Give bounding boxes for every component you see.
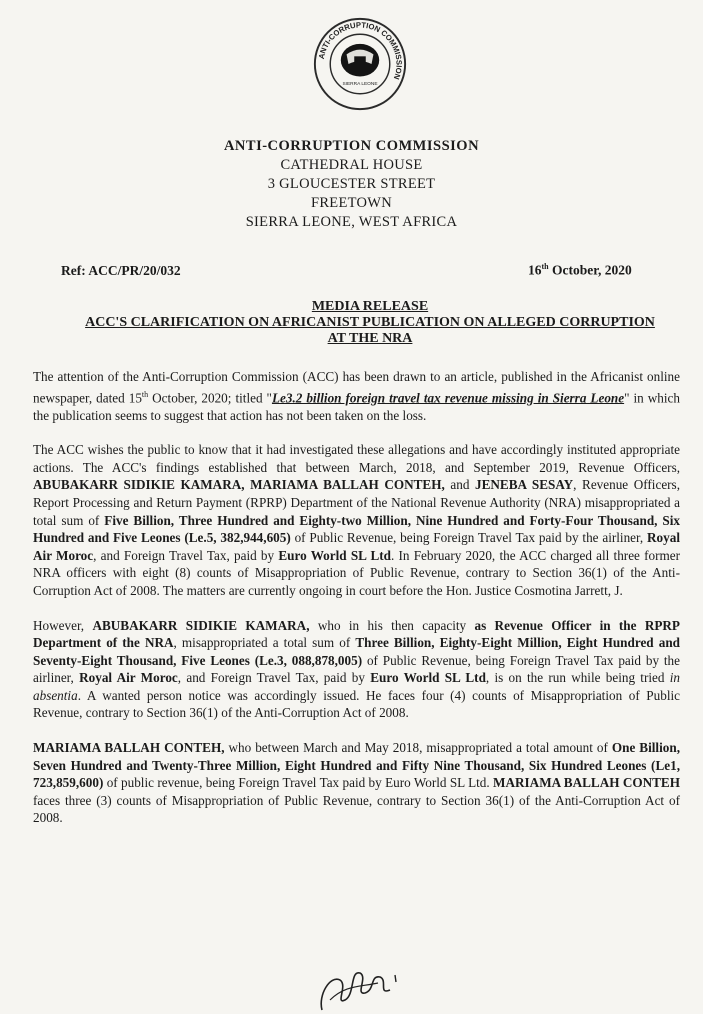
release-date: 16th October, 2020 [528, 262, 632, 278]
paragraph-2: The ACC wishes the public to know that it had investigated these allegations and have accordingly instituted appropriate actions. The ACC's findings established that between March, 2018, and September 2019, Revenue Officers, ABUBAKARR SIDIKIE KAMARA, MARIAMA BALLAH CONTEH, and JENEBA SESAY, Revenue Officers, Report Processing and Return Payment (RPRP) Department of the National Revenue Authority (NRA) misappropriated a total sum of Five Billion, Three Hundred and Eighty-two Million, Nine Hundred and Forty-Four Thousand, Six Hundred and Five Leones (Le.5, 382,944,605) of Public Revenue, being Foreign Travel Tax paid by the airliner, Royal Air Moroc, and Foreign Travel Tax, paid by Euro World SL Ltd. In February 2020, the ACC charged all three former NRA officers with eight (8) counts of Misappropriation of Public Revenue, contrary to Section 36(1) of the Anti-Corruption Act of 2008. The matters are currently ongoing in court before the Hon. Justice Cosmotina Jarrett, J. [33, 442, 681, 598]
title-nra: AT THE NRA [327, 331, 413, 346]
title-media-release: MEDIA RELEASE [311, 299, 429, 314]
release-body [33, 368, 680, 844]
paragraph-4: MARIAMA BALLAH CONTEH, who between March and May 2018, misappropriated a total amount of One Billion, Seven Hundred and Twenty-Three Million, Eight Hundred and Fifty Nine Thousand, Six Hundred Leones (Le1, 723,859,600) of public revenue, being Foreign Travel Tax paid by Euro World SL Ltd. MARIAMA BALLAH CONTEH faces three (3) counts of Misappropriation of Public Revenue, contrary to Section 36(1) of the Anti-Corruption Act of 2008. [33, 740, 680, 826]
letterhead [0, 137, 703, 232]
signature-mark [300, 955, 410, 1014]
acc-seal-logo [312, 16, 408, 112]
title-clarification: ACC'S CLARIFICATION ON AFRICANIST PUBLICATION ON ALLEGED CORRUPTION [85, 315, 655, 330]
release-titles [30, 299, 703, 347]
svg-text:SIERRA LEONE: SIERRA LEONE [342, 82, 378, 88]
svg-text:ANTI-CORRUPTION COMMISSION: ANTI-CORRUPTION COMMISSION [316, 20, 404, 81]
reference-number: Ref: ACC/PR/20/032 [61, 263, 181, 278]
letterhead-line4: SIERRA LEONE, WEST AFRICA [245, 214, 458, 230]
letterhead-line2: 3 GLOUCESTER STREET [267, 176, 436, 192]
paragraph-3: However, ABUBAKARR SIDIKIE KAMARA, who in his then capacity as Revenue Officer in the RPRP Department of the NRA, misappropriated a total sum of Three Billion, Eighty-Eight Million, Eight Hundred and Seventy-Eight Thousand, Five Leones (Le.3, 088,878,005) of Public Revenue, being Foreign Travel Tax paid by the airliner, Royal Air Moroc, and Foreign Travel Tax, paid by Euro World SL Ltd, is on the run while being tried in absentia. A wanted person notice was accordingly issued. He faces four (4) counts of Misappropriation of Public Revenue, contrary to Section 36(1) of the Anti-Corruption Act of 2008. [33, 617, 680, 721]
paragraph-1: The attention of the Anti-Corruption Commission (ACC) has been drawn to an article, published in the Africanist online newspaper, dated 15th October, 2020; titled "Le3.2 billion foreign travel tax revenue missing in Sierra Leone" in which the publication seems to suggest that action has not been taken on the loss. [33, 369, 680, 423]
letterhead-line3: FREETOWN [310, 195, 393, 211]
letterhead-org: ANTI-CORRUPTION COMMISSION [223, 138, 480, 154]
letterhead-line1: CATHEDRAL HOUSE [280, 157, 423, 173]
article-title: Le3.2 billion foreign travel tax revenue missing in Sierra Leone [271, 389, 625, 405]
